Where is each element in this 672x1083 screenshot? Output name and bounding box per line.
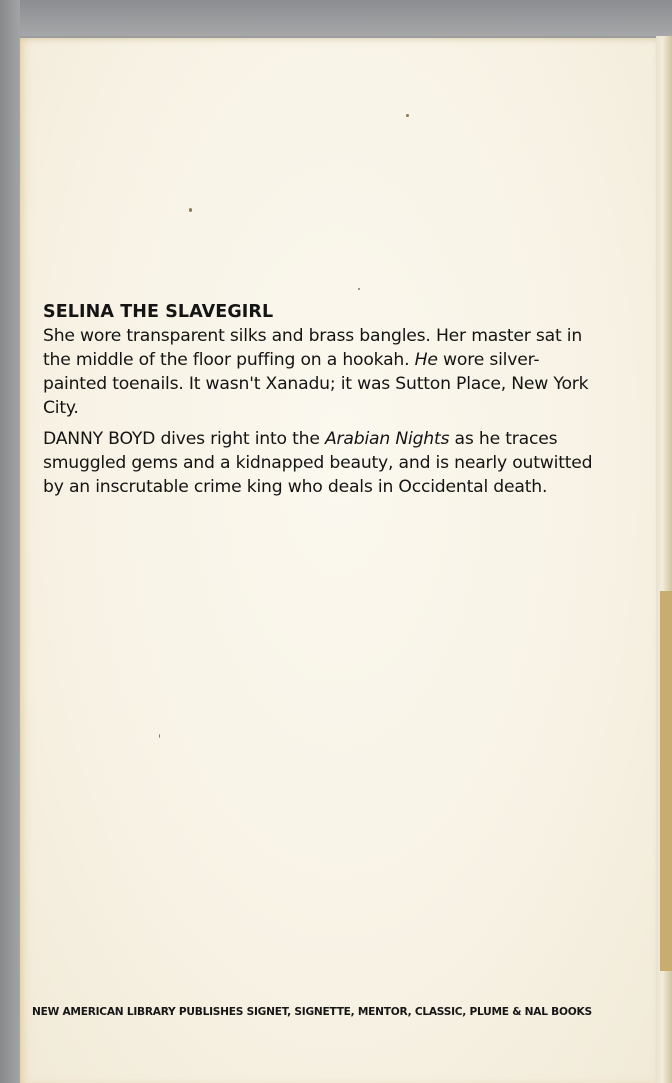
blurb-paragraph-1 bbox=[43, 324, 603, 420]
emphasized-word: He bbox=[414, 350, 438, 370]
publisher-footer: NEW AMERICAN LIBRARY PUBLISHES SIGNET, SIGNETTE, MENTOR, CLASSIC, PLUME & NAL BOOKS bbox=[32, 1006, 592, 1018]
book-back-cover bbox=[20, 38, 656, 1083]
adjacent-book-spine bbox=[660, 591, 672, 971]
blurb-paragraph-2 bbox=[43, 427, 603, 499]
paper-speck bbox=[358, 288, 360, 290]
paper-speck bbox=[189, 208, 192, 212]
text-run: as he traces smuggled gems and a kidnapped beauty, and is nearly outwitted by an inscrutable crime king who deals in Occidental death. bbox=[43, 429, 593, 497]
blurb bbox=[43, 301, 603, 499]
scanner-background-top bbox=[0, 0, 672, 36]
text-run: She wore transparent silks and brass bangles. Her master sat in the middle of the floor puffing on a hookah. bbox=[43, 326, 583, 370]
paper-speck bbox=[406, 114, 409, 117]
scanner-background-left bbox=[0, 0, 20, 1083]
paper-speck bbox=[159, 734, 160, 738]
text-run: wore silver-painted toenails. It wasn't Xanadu; it was Sutton Place, New York City. bbox=[43, 350, 589, 418]
book-title-reference: Arabian Nights bbox=[325, 429, 450, 449]
adjacent-book-edge bbox=[656, 36, 672, 1083]
text-run: DANNY BOYD dives right into the bbox=[43, 429, 325, 449]
blurb-headline: SELINA THE SLAVEGIRL bbox=[43, 302, 274, 322]
